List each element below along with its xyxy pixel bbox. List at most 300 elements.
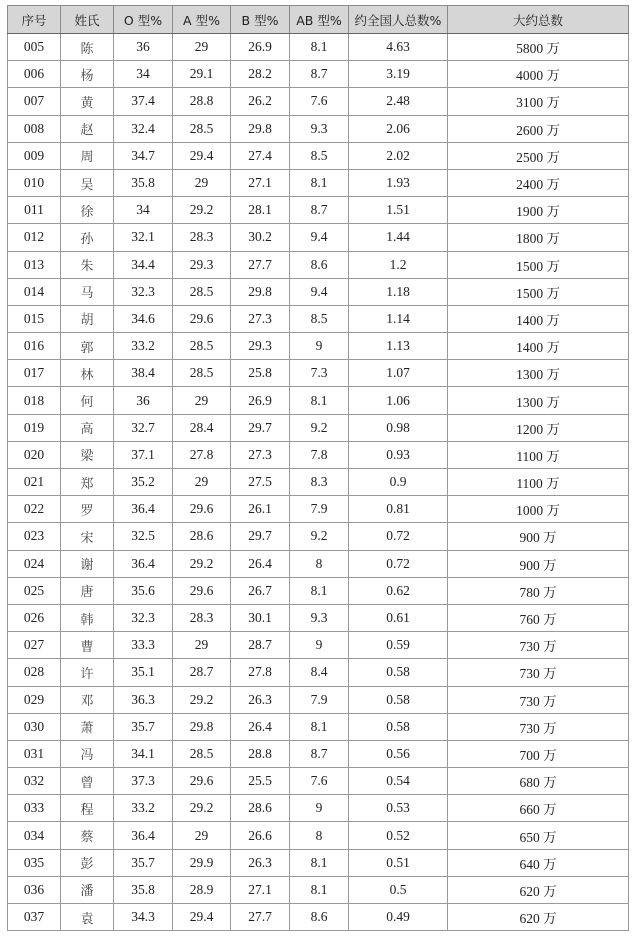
cell-type-b: 26.9 <box>231 34 290 61</box>
cell-type-ab: 7.3 <box>290 360 349 387</box>
cell-surname: 高 <box>61 414 114 441</box>
cell-type-a: 29 <box>173 169 231 196</box>
table-row <box>8 169 629 196</box>
cell-type-o: 34.1 <box>114 740 173 767</box>
cell-index: 022 <box>8 496 61 523</box>
cell-type-b: 26.4 <box>231 550 290 577</box>
cell-approx-total: 680 万 <box>448 768 629 795</box>
cell-type-o: 38.4 <box>114 360 173 387</box>
cell-type-o: 32.3 <box>114 604 173 631</box>
cell-index: 019 <box>8 414 61 441</box>
cell-type-b: 30.2 <box>231 224 290 251</box>
cell-surname: 吴 <box>61 169 114 196</box>
cell-approx-total: 2600 万 <box>448 115 629 142</box>
table-row <box>8 577 629 604</box>
cell-type-o: 35.8 <box>114 169 173 196</box>
cell-index: 032 <box>8 768 61 795</box>
table-row <box>8 115 629 142</box>
cell-type-o: 35.6 <box>114 577 173 604</box>
cell-surname: 马 <box>61 278 114 305</box>
cell-surname: 周 <box>61 142 114 169</box>
header-index: 序号 <box>8 6 61 34</box>
cell-type-b: 29.7 <box>231 414 290 441</box>
cell-type-o: 37.4 <box>114 88 173 115</box>
cell-type-ab: 9.3 <box>290 115 349 142</box>
cell-approx-total: 5800 万 <box>448 34 629 61</box>
cell-type-a: 28.5 <box>173 333 231 360</box>
cell-national-percent: 1.44 <box>349 224 448 251</box>
cell-index: 005 <box>8 34 61 61</box>
cell-type-o: 35.7 <box>114 849 173 876</box>
cell-type-o: 32.4 <box>114 115 173 142</box>
header-national-percent: 约全国人总数% <box>349 6 448 34</box>
cell-type-o: 37.1 <box>114 441 173 468</box>
cell-type-a: 29.2 <box>173 686 231 713</box>
cell-index: 017 <box>8 360 61 387</box>
cell-type-o: 32.1 <box>114 224 173 251</box>
cell-type-o: 36 <box>114 387 173 414</box>
cell-national-percent: 0.98 <box>349 414 448 441</box>
table-header <box>8 6 629 34</box>
cell-type-o: 34.4 <box>114 251 173 278</box>
cell-type-a: 29.1 <box>173 61 231 88</box>
cell-national-percent: 0.52 <box>349 822 448 849</box>
cell-type-a: 29.2 <box>173 197 231 224</box>
cell-national-percent: 0.49 <box>349 904 448 931</box>
table-row <box>8 305 629 332</box>
cell-type-b: 26.3 <box>231 849 290 876</box>
cell-type-ab: 9.3 <box>290 604 349 631</box>
cell-national-percent: 0.81 <box>349 496 448 523</box>
cell-national-percent: 1.51 <box>349 197 448 224</box>
cell-type-b: 28.7 <box>231 632 290 659</box>
cell-approx-total: 730 万 <box>448 686 629 713</box>
cell-type-a: 28.6 <box>173 523 231 550</box>
cell-index: 028 <box>8 659 61 686</box>
cell-national-percent: 0.58 <box>349 713 448 740</box>
cell-type-b: 26.1 <box>231 496 290 523</box>
cell-index: 016 <box>8 333 61 360</box>
cell-surname: 杨 <box>61 61 114 88</box>
cell-approx-total: 780 万 <box>448 577 629 604</box>
table-row <box>8 768 629 795</box>
cell-type-b: 29.8 <box>231 278 290 305</box>
cell-type-b: 27.7 <box>231 251 290 278</box>
cell-type-a: 29 <box>173 822 231 849</box>
header-type-ab: AB 型% <box>290 6 349 34</box>
cell-type-ab: 8.1 <box>290 169 349 196</box>
cell-approx-total: 620 万 <box>448 904 629 931</box>
table-row <box>8 278 629 305</box>
table-row <box>8 197 629 224</box>
cell-approx-total: 1800 万 <box>448 224 629 251</box>
cell-type-a: 29 <box>173 34 231 61</box>
cell-type-o: 35.2 <box>114 469 173 496</box>
cell-national-percent: 0.56 <box>349 740 448 767</box>
cell-approx-total: 700 万 <box>448 740 629 767</box>
cell-national-percent: 1.14 <box>349 305 448 332</box>
cell-type-b: 30.1 <box>231 604 290 631</box>
cell-index: 029 <box>8 686 61 713</box>
cell-type-b: 26.9 <box>231 387 290 414</box>
cell-surname: 何 <box>61 387 114 414</box>
table-row <box>8 795 629 822</box>
cell-approx-total: 900 万 <box>448 550 629 577</box>
cell-surname: 冯 <box>61 740 114 767</box>
cell-type-ab: 8.1 <box>290 876 349 903</box>
table-row <box>8 224 629 251</box>
surname-blood-type-table <box>7 5 629 931</box>
cell-index: 015 <box>8 305 61 332</box>
cell-type-b: 28.2 <box>231 61 290 88</box>
cell-index: 007 <box>8 88 61 115</box>
table-row <box>8 822 629 849</box>
cell-surname: 黄 <box>61 88 114 115</box>
cell-type-o: 35.7 <box>114 713 173 740</box>
cell-type-o: 32.3 <box>114 278 173 305</box>
table-row <box>8 740 629 767</box>
cell-national-percent: 3.19 <box>349 61 448 88</box>
cell-type-a: 29.6 <box>173 577 231 604</box>
cell-type-b: 27.1 <box>231 169 290 196</box>
cell-approx-total: 1000 万 <box>448 496 629 523</box>
cell-index: 020 <box>8 441 61 468</box>
table-row <box>8 61 629 88</box>
cell-type-a: 28.5 <box>173 115 231 142</box>
table-row <box>8 387 629 414</box>
cell-type-ab: 8.3 <box>290 469 349 496</box>
cell-type-b: 28.1 <box>231 197 290 224</box>
cell-approx-total: 640 万 <box>448 849 629 876</box>
cell-surname: 林 <box>61 360 114 387</box>
cell-type-ab: 8.1 <box>290 577 349 604</box>
cell-surname: 程 <box>61 795 114 822</box>
cell-type-ab: 8.1 <box>290 713 349 740</box>
table-row <box>8 604 629 631</box>
cell-type-a: 29 <box>173 632 231 659</box>
cell-approx-total: 760 万 <box>448 604 629 631</box>
cell-national-percent: 1.13 <box>349 333 448 360</box>
cell-type-a: 29.9 <box>173 849 231 876</box>
cell-type-a: 27.8 <box>173 441 231 468</box>
cell-surname: 谢 <box>61 550 114 577</box>
cell-type-a: 29 <box>173 469 231 496</box>
cell-national-percent: 2.02 <box>349 142 448 169</box>
cell-index: 037 <box>8 904 61 931</box>
cell-national-percent: 0.54 <box>349 768 448 795</box>
cell-approx-total: 1100 万 <box>448 469 629 496</box>
cell-type-a: 29.6 <box>173 496 231 523</box>
cell-approx-total: 1300 万 <box>448 387 629 414</box>
cell-type-o: 34 <box>114 197 173 224</box>
cell-index: 018 <box>8 387 61 414</box>
cell-index: 036 <box>8 876 61 903</box>
table-row <box>8 469 629 496</box>
cell-type-b: 27.5 <box>231 469 290 496</box>
cell-type-a: 28.7 <box>173 659 231 686</box>
cell-index: 013 <box>8 251 61 278</box>
table-row <box>8 659 629 686</box>
cell-type-b: 26.2 <box>231 88 290 115</box>
cell-approx-total: 730 万 <box>448 632 629 659</box>
cell-type-o: 36.4 <box>114 822 173 849</box>
table-row <box>8 523 629 550</box>
cell-type-ab: 8.1 <box>290 387 349 414</box>
cell-type-a: 29.6 <box>173 305 231 332</box>
cell-approx-total: 900 万 <box>448 523 629 550</box>
cell-type-ab: 8.7 <box>290 740 349 767</box>
cell-index: 023 <box>8 523 61 550</box>
cell-approx-total: 2400 万 <box>448 169 629 196</box>
cell-type-ab: 8.5 <box>290 142 349 169</box>
table-row <box>8 632 629 659</box>
cell-type-ab: 9.2 <box>290 523 349 550</box>
cell-type-a: 29.2 <box>173 795 231 822</box>
cell-type-a: 29.8 <box>173 713 231 740</box>
header-type-a: A 型% <box>173 6 231 34</box>
cell-national-percent: 0.72 <box>349 550 448 577</box>
cell-type-ab: 9 <box>290 632 349 659</box>
cell-type-b: 27.8 <box>231 659 290 686</box>
cell-type-o: 37.3 <box>114 768 173 795</box>
cell-type-o: 34 <box>114 61 173 88</box>
cell-approx-total: 1100 万 <box>448 441 629 468</box>
cell-type-b: 28.8 <box>231 740 290 767</box>
cell-type-ab: 8.7 <box>290 197 349 224</box>
table-body <box>8 34 629 931</box>
cell-index: 024 <box>8 550 61 577</box>
cell-national-percent: 1.06 <box>349 387 448 414</box>
cell-type-ab: 8.7 <box>290 61 349 88</box>
cell-type-ab: 7.8 <box>290 441 349 468</box>
cell-index: 034 <box>8 822 61 849</box>
cell-index: 014 <box>8 278 61 305</box>
cell-surname: 胡 <box>61 305 114 332</box>
cell-index: 010 <box>8 169 61 196</box>
cell-type-o: 36.4 <box>114 550 173 577</box>
cell-index: 026 <box>8 604 61 631</box>
header-type-b: B 型% <box>231 6 290 34</box>
cell-approx-total: 730 万 <box>448 659 629 686</box>
cell-approx-total: 1500 万 <box>448 251 629 278</box>
cell-type-ab: 8.1 <box>290 849 349 876</box>
cell-approx-total: 3100 万 <box>448 88 629 115</box>
cell-national-percent: 0.5 <box>349 876 448 903</box>
cell-index: 009 <box>8 142 61 169</box>
cell-type-a: 29.2 <box>173 550 231 577</box>
cell-type-ab: 8.6 <box>290 904 349 931</box>
cell-type-b: 29.7 <box>231 523 290 550</box>
cell-type-b: 26.6 <box>231 822 290 849</box>
cell-national-percent: 0.72 <box>349 523 448 550</box>
cell-type-o: 34.7 <box>114 142 173 169</box>
cell-type-ab: 9 <box>290 795 349 822</box>
cell-type-b: 27.4 <box>231 142 290 169</box>
cell-type-b: 29.3 <box>231 333 290 360</box>
cell-type-o: 35.1 <box>114 659 173 686</box>
cell-approx-total: 650 万 <box>448 822 629 849</box>
cell-index: 008 <box>8 115 61 142</box>
cell-type-o: 35.8 <box>114 876 173 903</box>
cell-type-b: 25.5 <box>231 768 290 795</box>
cell-approx-total: 730 万 <box>448 713 629 740</box>
cell-surname: 徐 <box>61 197 114 224</box>
cell-surname: 朱 <box>61 251 114 278</box>
cell-type-b: 27.3 <box>231 441 290 468</box>
table-row <box>8 550 629 577</box>
cell-type-a: 29.3 <box>173 251 231 278</box>
cell-national-percent: 2.06 <box>349 115 448 142</box>
cell-surname: 梁 <box>61 441 114 468</box>
cell-national-percent: 0.59 <box>349 632 448 659</box>
cell-type-o: 36.4 <box>114 496 173 523</box>
table-row <box>8 34 629 61</box>
cell-national-percent: 0.93 <box>349 441 448 468</box>
cell-type-b: 27.3 <box>231 305 290 332</box>
cell-type-o: 33.2 <box>114 795 173 822</box>
cell-index: 030 <box>8 713 61 740</box>
cell-index: 012 <box>8 224 61 251</box>
table-row <box>8 251 629 278</box>
cell-approx-total: 4000 万 <box>448 61 629 88</box>
cell-national-percent: 0.61 <box>349 604 448 631</box>
cell-approx-total: 1900 万 <box>448 197 629 224</box>
cell-surname: 韩 <box>61 604 114 631</box>
cell-national-percent: 0.62 <box>349 577 448 604</box>
cell-surname: 萧 <box>61 713 114 740</box>
cell-type-a: 28.3 <box>173 604 231 631</box>
cell-type-ab: 9.4 <box>290 278 349 305</box>
cell-type-b: 27.7 <box>231 904 290 931</box>
cell-type-a: 29.4 <box>173 142 231 169</box>
cell-index: 006 <box>8 61 61 88</box>
cell-type-ab: 8.1 <box>290 34 349 61</box>
cell-national-percent: 0.58 <box>349 659 448 686</box>
cell-type-a: 28.4 <box>173 414 231 441</box>
cell-index: 035 <box>8 849 61 876</box>
cell-surname: 曹 <box>61 632 114 659</box>
header-approx-total: 大约总数 <box>448 6 629 34</box>
table-row <box>8 849 629 876</box>
cell-type-b: 28.6 <box>231 795 290 822</box>
cell-index: 011 <box>8 197 61 224</box>
cell-national-percent: 1.2 <box>349 251 448 278</box>
cell-surname: 罗 <box>61 496 114 523</box>
cell-approx-total: 1400 万 <box>448 305 629 332</box>
cell-surname: 邓 <box>61 686 114 713</box>
cell-surname: 蔡 <box>61 822 114 849</box>
cell-index: 031 <box>8 740 61 767</box>
cell-type-ab: 8.6 <box>290 251 349 278</box>
cell-surname: 赵 <box>61 115 114 142</box>
cell-type-ab: 8 <box>290 822 349 849</box>
cell-national-percent: 1.07 <box>349 360 448 387</box>
cell-type-o: 36.3 <box>114 686 173 713</box>
table-row <box>8 88 629 115</box>
cell-surname: 许 <box>61 659 114 686</box>
cell-index: 027 <box>8 632 61 659</box>
cell-type-o: 36 <box>114 34 173 61</box>
table-row <box>8 713 629 740</box>
cell-type-a: 28.5 <box>173 740 231 767</box>
cell-surname: 郑 <box>61 469 114 496</box>
cell-type-o: 34.3 <box>114 904 173 931</box>
cell-type-o: 32.5 <box>114 523 173 550</box>
cell-national-percent: 2.48 <box>349 88 448 115</box>
header-row <box>8 6 629 34</box>
cell-type-b: 29.8 <box>231 115 290 142</box>
cell-type-a: 28.3 <box>173 224 231 251</box>
cell-type-b: 26.3 <box>231 686 290 713</box>
cell-surname: 陈 <box>61 34 114 61</box>
cell-national-percent: 4.63 <box>349 34 448 61</box>
cell-type-b: 27.1 <box>231 876 290 903</box>
table-row <box>8 686 629 713</box>
cell-type-ab: 8.5 <box>290 305 349 332</box>
cell-surname: 郭 <box>61 333 114 360</box>
cell-type-a: 29.4 <box>173 904 231 931</box>
cell-surname: 潘 <box>61 876 114 903</box>
cell-surname: 宋 <box>61 523 114 550</box>
table-row <box>8 904 629 931</box>
cell-type-b: 26.4 <box>231 713 290 740</box>
cell-type-ab: 7.9 <box>290 496 349 523</box>
cell-national-percent: 0.51 <box>349 849 448 876</box>
cell-national-percent: 0.58 <box>349 686 448 713</box>
table-row <box>8 142 629 169</box>
cell-surname: 袁 <box>61 904 114 931</box>
table-row <box>8 441 629 468</box>
cell-type-a: 29.6 <box>173 768 231 795</box>
cell-approx-total: 620 万 <box>448 876 629 903</box>
cell-approx-total: 1200 万 <box>448 414 629 441</box>
cell-national-percent: 1.18 <box>349 278 448 305</box>
table-row <box>8 876 629 903</box>
cell-index: 025 <box>8 577 61 604</box>
cell-type-ab: 8.4 <box>290 659 349 686</box>
cell-type-o: 33.3 <box>114 632 173 659</box>
table-row <box>8 333 629 360</box>
table-row <box>8 360 629 387</box>
cell-approx-total: 1400 万 <box>448 333 629 360</box>
cell-approx-total: 1500 万 <box>448 278 629 305</box>
cell-surname: 唐 <box>61 577 114 604</box>
cell-type-ab: 7.6 <box>290 88 349 115</box>
cell-approx-total: 1300 万 <box>448 360 629 387</box>
cell-approx-total: 2500 万 <box>448 142 629 169</box>
cell-index: 033 <box>8 795 61 822</box>
cell-type-o: 32.7 <box>114 414 173 441</box>
cell-surname: 彭 <box>61 849 114 876</box>
cell-type-a: 28.8 <box>173 88 231 115</box>
cell-type-ab: 9 <box>290 333 349 360</box>
cell-type-b: 26.7 <box>231 577 290 604</box>
cell-type-a: 28.5 <box>173 278 231 305</box>
cell-type-a: 28.5 <box>173 360 231 387</box>
cell-national-percent: 0.53 <box>349 795 448 822</box>
header-type-o: O 型% <box>114 6 173 34</box>
cell-type-ab: 7.9 <box>290 686 349 713</box>
cell-type-ab: 8 <box>290 550 349 577</box>
cell-approx-total: 660 万 <box>448 795 629 822</box>
table-row <box>8 496 629 523</box>
cell-national-percent: 0.9 <box>349 469 448 496</box>
cell-type-a: 28.9 <box>173 876 231 903</box>
cell-type-ab: 9.4 <box>290 224 349 251</box>
cell-type-b: 25.8 <box>231 360 290 387</box>
cell-type-o: 34.6 <box>114 305 173 332</box>
cell-surname: 孙 <box>61 224 114 251</box>
